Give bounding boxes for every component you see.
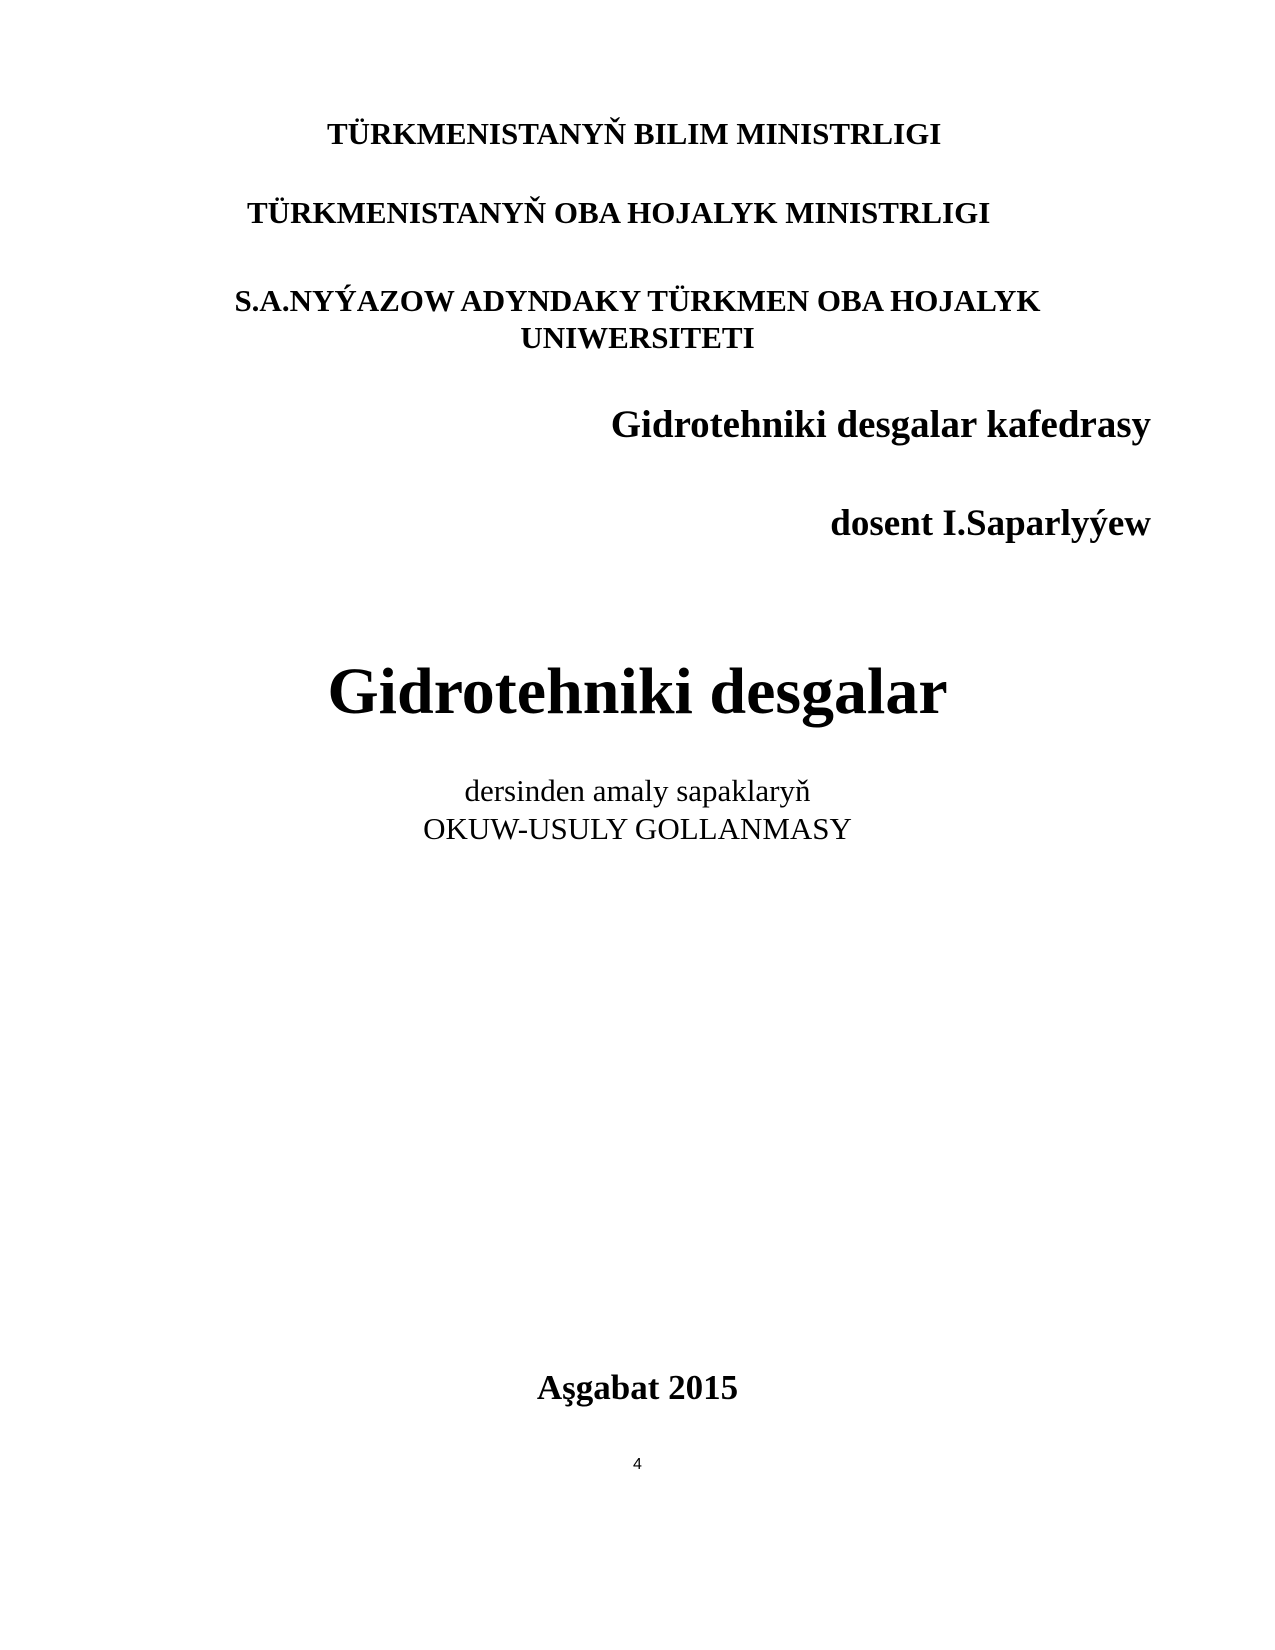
university-name-line2: UNIWERSITETI (520, 320, 755, 355)
university-name-line1: S.A.NYÝAZOW ADYNDAKY TÜRKMEN OBA HOJALYK (234, 283, 1041, 318)
document-title: Gidrotehniki desgalar (327, 655, 948, 728)
ministry-education-heading: TÜRKMENISTANYŇ BILIM MINISTRLIGI (327, 116, 942, 151)
university-heading (0, 282, 1275, 356)
author-name: dosent I.Saparlyýew (830, 503, 1151, 544)
subtitle-line2: OKUW-USULY GOLLANMASY (423, 811, 852, 846)
page-number: 4 (633, 1456, 642, 1473)
city-year: Aşgabat 2015 (536, 1368, 739, 1407)
ministry-agriculture-heading: TÜRKMENISTANYŇ OBA HOJALYK MINISTRLIGI (247, 195, 991, 230)
subtitle-line1: dersinden amaly sapaklaryň (464, 773, 811, 808)
document-subtitle (0, 772, 1275, 848)
department-name: Gidrotehniki desgalar kafedrasy (610, 403, 1151, 446)
